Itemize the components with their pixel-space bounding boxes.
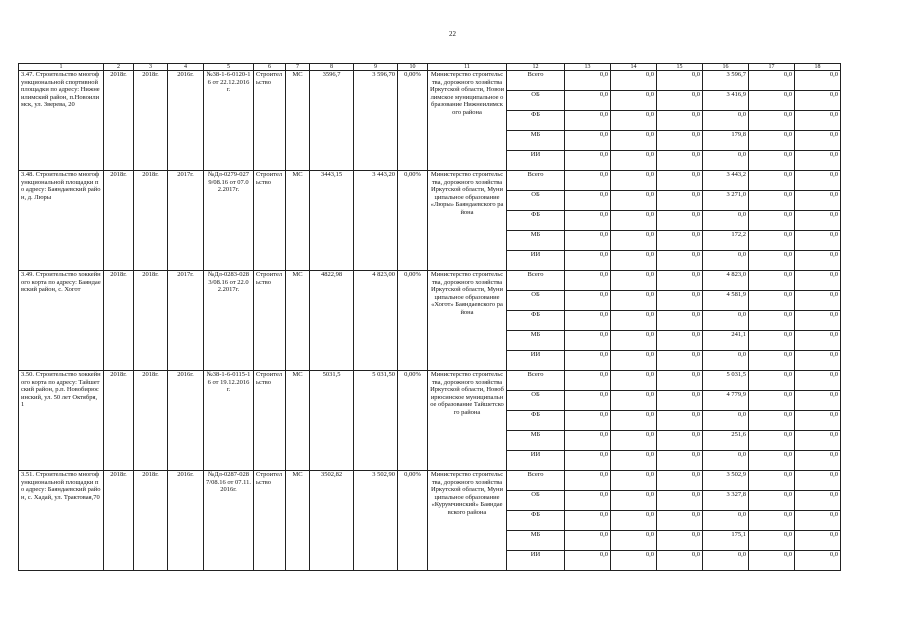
end-year-cell: 2018г.: [134, 271, 168, 371]
funding-value-cell: 0,0: [565, 491, 611, 511]
estimated-cost-cell: 4822,98: [310, 271, 354, 371]
object-name-cell: 3.50. Строительство хоккейного корта по адресу: Тайшетский район, р.п. Новобирюсинский, ул. 50 лет Октября, 1: [19, 371, 104, 471]
end-year-cell: 2018г.: [134, 71, 168, 171]
funding-value-cell: 0,0: [657, 371, 703, 391]
work-type-cell: Строительство: [254, 471, 286, 571]
funding-value-cell: 0,0: [657, 391, 703, 411]
funding-value-cell: 0,0: [565, 131, 611, 151]
funding-value-cell: 0,0: [611, 151, 657, 171]
document-cell: №Дл-0287-0287/08.16 от 07.11.2016г.: [204, 471, 254, 571]
percent-cell: 0,00%: [398, 171, 428, 271]
funding-value-cell: 0,0: [795, 151, 841, 171]
funding-source-label: Всего: [507, 71, 565, 91]
funding-value-cell: 0,0: [795, 471, 841, 491]
funding-source-label: ОБ: [507, 291, 565, 311]
funding-value-cell: 241,1: [703, 331, 749, 351]
estimated-cost-cell: 3596,7: [310, 71, 354, 171]
funding-value-cell: 0,0: [749, 191, 795, 211]
funding-value-cell: 0,0: [565, 511, 611, 531]
funding-value-cell: 0,0: [795, 531, 841, 551]
funding-value-cell: 3 416,9: [703, 91, 749, 111]
cost-cell: 3 443,20: [354, 171, 398, 271]
responsible-cell: Министерство строительства, дорожного хозяйства Иркутской области, Муниципальное образование «Люры» Баяндаевского района: [428, 171, 507, 271]
funding-value-cell: 0,0: [795, 71, 841, 91]
funding-value-cell: 0,0: [795, 491, 841, 511]
funding-value-cell: 0,0: [795, 551, 841, 571]
funding-value-cell: 0,0: [565, 111, 611, 131]
funding-value-cell: 0,0: [703, 151, 749, 171]
document-cell: №38-1-6-0120-16 от 22.12.2016 г.: [204, 71, 254, 171]
object-name-cell: 3.51. Строительство многофункциональной площадки по адресу: Баяндаевский район, с. Хадай, ул. Трактовая,70: [19, 471, 104, 571]
doc-year-cell: 2017г.: [168, 171, 204, 271]
funding-value-cell: 0,0: [795, 411, 841, 431]
funding-value-cell: 0,0: [795, 371, 841, 391]
start-year-cell: 2018г.: [104, 271, 134, 371]
start-year-cell: 2018г.: [104, 171, 134, 271]
percent-cell: 0,00%: [398, 371, 428, 471]
table-row: [19, 71, 841, 91]
funding-source-label: Всего: [507, 271, 565, 291]
funding-value-cell: 0,0: [795, 311, 841, 331]
funding-value-cell: 0,0: [657, 411, 703, 431]
funding-value-cell: 0,0: [749, 331, 795, 351]
estimated-cost-cell: 3443,15: [310, 171, 354, 271]
column-number: 3: [134, 64, 168, 71]
column-number: 9: [354, 64, 398, 71]
funding-value-cell: 0,0: [611, 91, 657, 111]
column-number: 7: [286, 64, 310, 71]
funding-source-label: ФБ: [507, 311, 565, 331]
funding-value-cell: 0,0: [611, 291, 657, 311]
funding-value-cell: 0,0: [611, 191, 657, 211]
funding-value-cell: 0,0: [795, 191, 841, 211]
funding-value-cell: 0,0: [749, 391, 795, 411]
funding-value-cell: 0,0: [657, 251, 703, 271]
funding-value-cell: 0,0: [703, 211, 749, 231]
ms-cell: МС: [286, 171, 310, 271]
column-number: 13: [565, 64, 611, 71]
funding-value-cell: 3 502,9: [703, 471, 749, 491]
funding-value-cell: 0,0: [795, 291, 841, 311]
estimated-cost-cell: 5031,5: [310, 371, 354, 471]
funding-value-cell: 0,0: [749, 351, 795, 371]
funding-source-label: Всего: [507, 471, 565, 491]
funding-value-cell: 0,0: [749, 471, 795, 491]
column-number: 1: [19, 64, 104, 71]
ms-cell: МС: [286, 371, 310, 471]
funding-value-cell: 0,0: [657, 291, 703, 311]
funding-value-cell: 3 327,8: [703, 491, 749, 511]
table-row: [19, 471, 841, 491]
funding-value-cell: 0,0: [703, 551, 749, 571]
doc-year-cell: 2016г.: [168, 471, 204, 571]
object-name-cell: 3.48. Строительство многофункциональной площадки по адресу: Баяндаевский район, д. Люры: [19, 171, 104, 271]
funding-source-label: ФБ: [507, 111, 565, 131]
doc-year-cell: 2016г.: [168, 71, 204, 171]
column-number: 6: [254, 64, 286, 71]
funding-value-cell: 0,0: [749, 451, 795, 471]
program-table: [18, 63, 841, 571]
funding-source-label: МБ: [507, 231, 565, 251]
cost-cell: 3 596,70: [354, 71, 398, 171]
funding-value-cell: 0,0: [611, 431, 657, 451]
ms-cell: МС: [286, 71, 310, 171]
estimated-cost-cell: 3502,82: [310, 471, 354, 571]
funding-value-cell: 0,0: [749, 71, 795, 91]
funding-value-cell: 251,6: [703, 431, 749, 451]
responsible-cell: Министерство строительства, дорожного хозяйства Иркутской области, Новобирюсинское муниципальное образование Тайшетского района: [428, 371, 507, 471]
funding-value-cell: 0,0: [795, 231, 841, 251]
responsible-cell: Министерство строительства, дорожного хозяйства Иркутской области, Муниципальное образование «Хогот» Баяндаевского района: [428, 271, 507, 371]
funding-value-cell: 0,0: [657, 91, 703, 111]
funding-value-cell: 0,0: [795, 211, 841, 231]
funding-value-cell: 0,0: [565, 551, 611, 571]
cost-cell: 4 823,00: [354, 271, 398, 371]
table-row: [19, 371, 841, 391]
funding-source-label: ИИ: [507, 251, 565, 271]
funding-value-cell: 0,0: [565, 431, 611, 451]
funding-value-cell: 0,0: [749, 291, 795, 311]
column-number: 17: [749, 64, 795, 71]
work-type-cell: Строительство: [254, 371, 286, 471]
percent-cell: 0,00%: [398, 71, 428, 171]
funding-value-cell: 0,0: [749, 371, 795, 391]
funding-source-label: ФБ: [507, 211, 565, 231]
column-number: 16: [703, 64, 749, 71]
column-number: 12: [507, 64, 565, 71]
column-number: 15: [657, 64, 703, 71]
document-cell: №38-1-6-0115-16 от 19.12.2016 г.: [204, 371, 254, 471]
funding-value-cell: 0,0: [657, 271, 703, 291]
funding-value-cell: 0,0: [611, 511, 657, 531]
funding-value-cell: 0,0: [749, 171, 795, 191]
funding-value-cell: 5 031,5: [703, 371, 749, 391]
funding-value-cell: 0,0: [565, 451, 611, 471]
funding-value-cell: 0,0: [657, 471, 703, 491]
funding-source-label: ОБ: [507, 491, 565, 511]
funding-value-cell: 0,0: [749, 131, 795, 151]
funding-value-cell: 0,0: [795, 351, 841, 371]
percent-cell: 0,00%: [398, 471, 428, 571]
funding-value-cell: 0,0: [611, 311, 657, 331]
funding-value-cell: 0,0: [611, 451, 657, 471]
funding-value-cell: 0,0: [795, 171, 841, 191]
funding-value-cell: 0,0: [611, 231, 657, 251]
funding-source-label: ОБ: [507, 91, 565, 111]
funding-value-cell: 0,0: [749, 231, 795, 251]
funding-value-cell: 0,0: [611, 111, 657, 131]
funding-source-label: ИИ: [507, 551, 565, 571]
funding-value-cell: 0,0: [565, 411, 611, 431]
funding-value-cell: 0,0: [611, 71, 657, 91]
funding-value-cell: 4 779,9: [703, 391, 749, 411]
funding-source-label: ОБ: [507, 391, 565, 411]
funding-value-cell: 0,0: [749, 511, 795, 531]
ms-cell: МС: [286, 271, 310, 371]
funding-value-cell: 0,0: [795, 91, 841, 111]
funding-value-cell: 0,0: [565, 171, 611, 191]
funding-value-cell: 0,0: [749, 151, 795, 171]
funding-value-cell: 0,0: [657, 311, 703, 331]
funding-value-cell: 0,0: [657, 351, 703, 371]
column-number: 11: [428, 64, 507, 71]
funding-source-label: ИИ: [507, 451, 565, 471]
funding-value-cell: 3 596,7: [703, 71, 749, 91]
funding-source-label: ФБ: [507, 411, 565, 431]
column-number: 18: [795, 64, 841, 71]
funding-value-cell: 0,0: [565, 211, 611, 231]
funding-source-label: МБ: [507, 131, 565, 151]
funding-value-cell: 0,0: [611, 531, 657, 551]
funding-value-cell: 0,0: [749, 311, 795, 331]
column-number: 5: [204, 64, 254, 71]
responsible-cell: Министерство строительства, дорожного хозяйства Иркутской области, Новоилимское муниципальное образование Нижнеилимского района: [428, 71, 507, 171]
funding-value-cell: 0,0: [611, 171, 657, 191]
funding-value-cell: 0,0: [611, 471, 657, 491]
funding-source-label: ОБ: [507, 191, 565, 211]
funding-value-cell: 0,0: [703, 511, 749, 531]
funding-value-cell: 0,0: [703, 111, 749, 131]
funding-source-label: Всего: [507, 171, 565, 191]
funding-value-cell: 0,0: [795, 271, 841, 291]
funding-value-cell: 0,0: [611, 351, 657, 371]
funding-value-cell: 0,0: [565, 351, 611, 371]
funding-value-cell: 3 443,2: [703, 171, 749, 191]
funding-value-cell: 0,0: [657, 451, 703, 471]
funding-value-cell: 0,0: [611, 551, 657, 571]
document-cell: №Дл-0279-0279/08.16 от 07.02.2017г.: [204, 171, 254, 271]
funding-source-label: ИИ: [507, 351, 565, 371]
funding-value-cell: 0,0: [749, 91, 795, 111]
table-row: [19, 171, 841, 191]
start-year-cell: 2018г.: [104, 71, 134, 171]
funding-value-cell: 0,0: [703, 411, 749, 431]
column-number-row: [19, 64, 841, 71]
funding-value-cell: 179,8: [703, 131, 749, 151]
column-number: 10: [398, 64, 428, 71]
funding-value-cell: 0,0: [749, 431, 795, 451]
column-number: 2: [104, 64, 134, 71]
funding-value-cell: 3 271,0: [703, 191, 749, 211]
funding-value-cell: 0,0: [749, 251, 795, 271]
funding-source-label: МБ: [507, 531, 565, 551]
object-name-cell: 3.49. Строительство хоккейного корта по адресу: Баяндаевский район, с. Хогот: [19, 271, 104, 371]
funding-value-cell: 0,0: [565, 251, 611, 271]
funding-value-cell: 0,0: [657, 231, 703, 251]
funding-value-cell: 0,0: [565, 331, 611, 351]
ms-cell: МС: [286, 471, 310, 571]
start-year-cell: 2018г.: [104, 471, 134, 571]
funding-value-cell: 0,0: [749, 531, 795, 551]
doc-year-cell: 2016г.: [168, 371, 204, 471]
funding-value-cell: 0,0: [795, 111, 841, 131]
funding-value-cell: 0,0: [657, 531, 703, 551]
funding-value-cell: 0,0: [795, 511, 841, 531]
funding-value-cell: 0,0: [749, 411, 795, 431]
responsible-cell: Министерство строительства, дорожного хозяйства Иркутской области, Муниципальное образование «Курумчинский» Баяндаевского района: [428, 471, 507, 571]
funding-value-cell: 0,0: [657, 551, 703, 571]
start-year-cell: 2018г.: [104, 371, 134, 471]
funding-value-cell: 0,0: [611, 271, 657, 291]
column-number: 4: [168, 64, 204, 71]
object-name-cell: 3.47. Строительство многофункциональной спортивной площадки по адресу: Нижнеилимский район, п.Новоилимск, ул. Зверева, 20: [19, 71, 104, 171]
funding-value-cell: 0,0: [565, 151, 611, 171]
funding-value-cell: 0,0: [611, 411, 657, 431]
funding-source-label: МБ: [507, 431, 565, 451]
funding-value-cell: 0,0: [749, 271, 795, 291]
funding-source-label: МБ: [507, 331, 565, 351]
funding-value-cell: 0,0: [703, 251, 749, 271]
percent-cell: 0,00%: [398, 271, 428, 371]
doc-year-cell: 2017г.: [168, 271, 204, 371]
work-type-cell: Строительство: [254, 171, 286, 271]
funding-value-cell: 0,0: [657, 111, 703, 131]
funding-value-cell: 0,0: [657, 191, 703, 211]
funding-value-cell: 0,0: [657, 171, 703, 191]
funding-value-cell: 0,0: [611, 331, 657, 351]
funding-source-label: Всего: [507, 371, 565, 391]
funding-value-cell: 0,0: [749, 111, 795, 131]
end-year-cell: 2018г.: [134, 171, 168, 271]
funding-value-cell: 0,0: [565, 271, 611, 291]
funding-value-cell: 0,0: [795, 131, 841, 151]
funding-value-cell: 0,0: [565, 471, 611, 491]
funding-value-cell: 0,0: [565, 91, 611, 111]
funding-source-label: ИИ: [507, 151, 565, 171]
funding-value-cell: 0,0: [565, 191, 611, 211]
funding-value-cell: 0,0: [611, 391, 657, 411]
funding-value-cell: 0,0: [657, 511, 703, 531]
funding-value-cell: 0,0: [657, 131, 703, 151]
funding-value-cell: 0,0: [657, 211, 703, 231]
work-type-cell: Строительство: [254, 71, 286, 171]
funding-value-cell: 0,0: [565, 291, 611, 311]
funding-value-cell: 0,0: [565, 231, 611, 251]
funding-value-cell: 0,0: [703, 351, 749, 371]
funding-value-cell: 0,0: [565, 71, 611, 91]
funding-value-cell: 0,0: [749, 551, 795, 571]
funding-value-cell: 4 823,0: [703, 271, 749, 291]
funding-value-cell: 0,0: [565, 371, 611, 391]
funding-value-cell: 4 581,9: [703, 291, 749, 311]
funding-value-cell: 0,0: [565, 391, 611, 411]
end-year-cell: 2018г.: [134, 471, 168, 571]
funding-value-cell: 0,0: [703, 311, 749, 331]
table-row: [19, 271, 841, 291]
funding-value-cell: 0,0: [749, 491, 795, 511]
funding-value-cell: 0,0: [611, 211, 657, 231]
funding-source-label: ФБ: [507, 511, 565, 531]
cost-cell: 5 031,50: [354, 371, 398, 471]
funding-value-cell: 172,2: [703, 231, 749, 251]
page-number: 22: [449, 30, 456, 38]
funding-value-cell: 0,0: [749, 211, 795, 231]
funding-value-cell: 0,0: [657, 431, 703, 451]
funding-value-cell: 0,0: [657, 71, 703, 91]
funding-value-cell: 0,0: [611, 371, 657, 391]
end-year-cell: 2018г.: [134, 371, 168, 471]
funding-value-cell: 0,0: [795, 251, 841, 271]
funding-value-cell: 0,0: [795, 331, 841, 351]
column-number: 8: [310, 64, 354, 71]
funding-value-cell: 0,0: [611, 491, 657, 511]
funding-value-cell: 0,0: [611, 131, 657, 151]
work-type-cell: Строительство: [254, 271, 286, 371]
funding-value-cell: 0,0: [703, 451, 749, 471]
funding-value-cell: 0,0: [795, 451, 841, 471]
funding-value-cell: 0,0: [657, 491, 703, 511]
document-cell: №Дл-0283-0283/08.16 от 22.02.2017г.: [204, 271, 254, 371]
funding-value-cell: 0,0: [795, 391, 841, 411]
funding-value-cell: 0,0: [795, 431, 841, 451]
funding-value-cell: 0,0: [611, 251, 657, 271]
funding-value-cell: 0,0: [565, 531, 611, 551]
cost-cell: 3 502,90: [354, 471, 398, 571]
funding-value-cell: 0,0: [657, 331, 703, 351]
funding-value-cell: 0,0: [565, 311, 611, 331]
funding-value-cell: 0,0: [657, 151, 703, 171]
column-number: 14: [611, 64, 657, 71]
funding-value-cell: 175,1: [703, 531, 749, 551]
